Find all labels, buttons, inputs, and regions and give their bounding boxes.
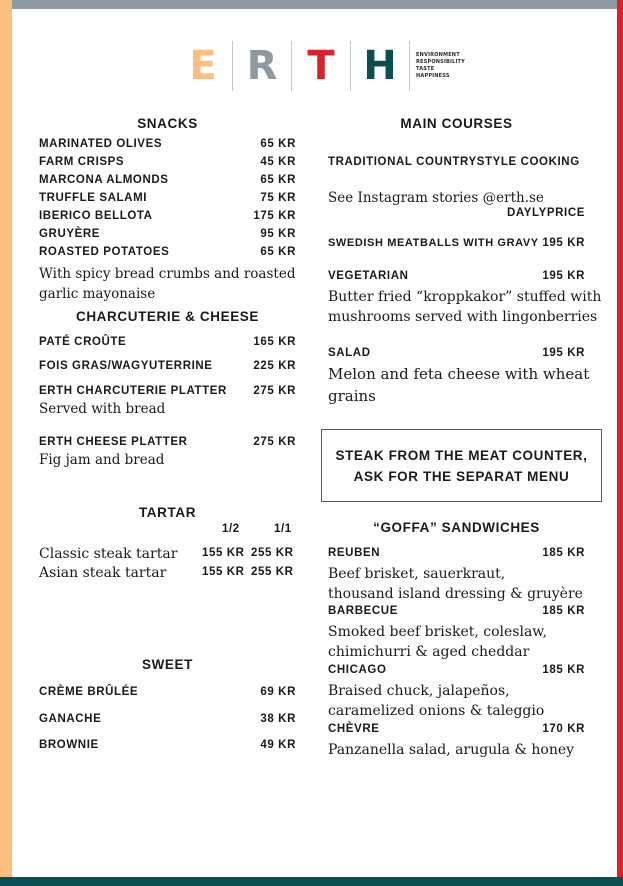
- snacks-heading: SNACKS: [137, 116, 198, 131]
- menu-item-price: 185 KR: [542, 547, 585, 559]
- menu-item-price: 195 KR: [542, 347, 585, 359]
- menu-item-price: 75 KR: [260, 192, 296, 204]
- instagram-note: See Instagram stories @erth.se: [328, 190, 544, 206]
- tartar-price-full: 255 KR: [251, 547, 294, 559]
- tartar-price-half: 155 KR: [202, 547, 245, 559]
- logo-letter-r: R: [246, 43, 278, 89]
- tartar-item-name: Classic steak tartar: [39, 546, 178, 562]
- steak-notice-text: [322, 445, 601, 487]
- menu-item-price: 170 KR: [542, 723, 585, 735]
- menu-item-name: FOIS GRAS/WAGYUTERRINE: [39, 360, 213, 372]
- menu-item-price: 165 KR: [253, 336, 296, 348]
- menu-item-name: GRUYÈRE: [39, 228, 101, 240]
- menu-item-price: 65 KR: [260, 138, 296, 150]
- menu-item-description: Served with bread: [39, 401, 166, 417]
- menu-item-name: ROASTED POTATOES: [39, 246, 170, 258]
- menu-item-name: VEGETARIAN: [328, 270, 409, 282]
- tagline-line: HAPPINESS: [416, 73, 450, 79]
- description-line: mushrooms served with lingonberries: [328, 309, 598, 325]
- bottom-color-bar: [0, 877, 623, 886]
- left-color-bar: [0, 0, 12, 886]
- description-line: With spicy bread crumbs and roasted: [39, 266, 296, 282]
- menu-item-name: SALAD: [328, 347, 371, 359]
- menu-item-description: [328, 287, 601, 327]
- menu-item-name: MARCONA ALMONDS: [39, 174, 169, 186]
- tartar-column-full: 1/1: [274, 523, 292, 535]
- tartar-price-half: 155 KR: [202, 566, 245, 578]
- menu-item-description: Fig jam and bread: [39, 452, 165, 468]
- menu-item-price: 175 KR: [253, 210, 296, 222]
- top-color-bar: [0, 0, 623, 9]
- description-line: Melon and feta cheese with wheat: [328, 365, 590, 383]
- menu-item-name: BROWNIE: [39, 739, 99, 751]
- menu-item-name: PATÉ CROÛTE: [39, 336, 127, 348]
- menu-item-name: BARBECUE: [328, 605, 398, 617]
- logo-letter-e: E: [189, 43, 217, 89]
- menu-item-name: SWEDISH MEATBALLS WITH GRAVY: [328, 237, 539, 249]
- description-line: chimichurri & aged cheddar: [328, 644, 530, 660]
- main-courses-heading: MAIN COURSES: [400, 116, 513, 131]
- daily-price-label: DAYLYPRICE: [506, 207, 585, 219]
- notice-line: STEAK FROM THE MEAT COUNTER,: [335, 448, 588, 463]
- description-line: thousand island dressing & gruyère: [328, 586, 583, 602]
- menu-item-price: 275 KR: [253, 385, 296, 397]
- sweet-heading: SWEET: [141, 657, 193, 672]
- tartar-price-full: 255 KR: [251, 566, 294, 578]
- menu-item-price: 275 KR: [253, 436, 296, 448]
- menu-item-price: 225 KR: [253, 360, 296, 372]
- description-line: Smoked beef brisket, coleslaw,: [328, 624, 548, 640]
- logo-letter-h: H: [363, 43, 397, 89]
- menu-item-description: [328, 681, 544, 721]
- description-line: Butter fried “kroppkakor” stuffed with: [328, 289, 602, 305]
- menu-item-price: 65 KR: [260, 246, 296, 258]
- tagline-line: TASTE: [416, 66, 435, 72]
- menu-item-name: GANACHE: [39, 713, 102, 725]
- charcuterie-heading: CHARCUTERIE & CHEESE: [75, 309, 260, 324]
- menu-item-description: Panzanella salad, arugula & honey: [328, 742, 575, 758]
- menu-item-price: 38 KR: [260, 713, 296, 725]
- menu-item-price: 45 KR: [260, 156, 296, 168]
- menu-item-price: 49 KR: [260, 739, 296, 751]
- tartar-heading: TARTAR: [138, 505, 197, 520]
- menu-item-description: [328, 622, 547, 662]
- menu-item-price: 185 KR: [542, 605, 585, 617]
- tartar-item-name: Asian steak tartar: [39, 565, 167, 581]
- description-line: caramelized onions & taleggio: [328, 703, 545, 719]
- tagline-line: ENVIRONMENT: [416, 52, 460, 58]
- menu-item-name: ERTH CHARCUTERIE PLATTER: [39, 385, 227, 397]
- traditional-subheading: TRADITIONAL COUNTRYSTYLE COOKING: [328, 156, 580, 168]
- menu-item-name: TRUFFLE SALAMI: [39, 192, 148, 204]
- menu-item-price: 69 KR: [260, 686, 296, 698]
- logo-divider: [409, 41, 410, 91]
- menu-item-description: [39, 264, 295, 304]
- description-line: grains: [328, 387, 376, 405]
- menu-item-description: [328, 564, 583, 604]
- tartar-column-half: 1/2: [222, 523, 240, 535]
- description-line: Beef brisket, sauerkraut,: [328, 566, 506, 582]
- right-color-bar: [617, 0, 623, 886]
- menu-item-name: CHÈVRE: [328, 723, 380, 735]
- menu-item-price: 95 KR: [260, 228, 296, 240]
- menu-item-name: CHICAGO: [328, 664, 387, 676]
- menu-item-name: FARM CRISPS: [39, 156, 125, 168]
- menu-item-name: MARINATED OLIVES: [39, 138, 163, 150]
- menu-item-price: 195 KR: [542, 270, 585, 282]
- sandwiches-heading: “GOFFA” SANDWICHES: [373, 520, 540, 535]
- erth-logo: [174, 41, 465, 91]
- steak-notice-box: [321, 429, 602, 502]
- logo-letter-t: T: [307, 43, 335, 89]
- description-line: garlic mayonaise: [39, 286, 156, 302]
- menu-item-description: [328, 363, 589, 407]
- menu-item-price: 185 KR: [542, 664, 585, 676]
- notice-line: ASK FOR THE SEPARAT MENU: [353, 469, 570, 484]
- tagline-line: RESPONSIBILITY: [416, 59, 465, 65]
- menu-item-name: IBERICO BELLOTA: [39, 210, 153, 222]
- menu-item-name: ERTH CHEESE PLATTER: [39, 436, 188, 448]
- logo-tagline: [416, 52, 465, 80]
- description-line: Braised chuck, jalapeños,: [328, 683, 510, 699]
- menu-item-price: 195 KR: [542, 237, 585, 249]
- menu-item-name: REUBEN: [328, 547, 381, 559]
- menu-item-name: CRÈME BRÛLÉE: [39, 686, 139, 698]
- menu-item-price: 65 KR: [260, 174, 296, 186]
